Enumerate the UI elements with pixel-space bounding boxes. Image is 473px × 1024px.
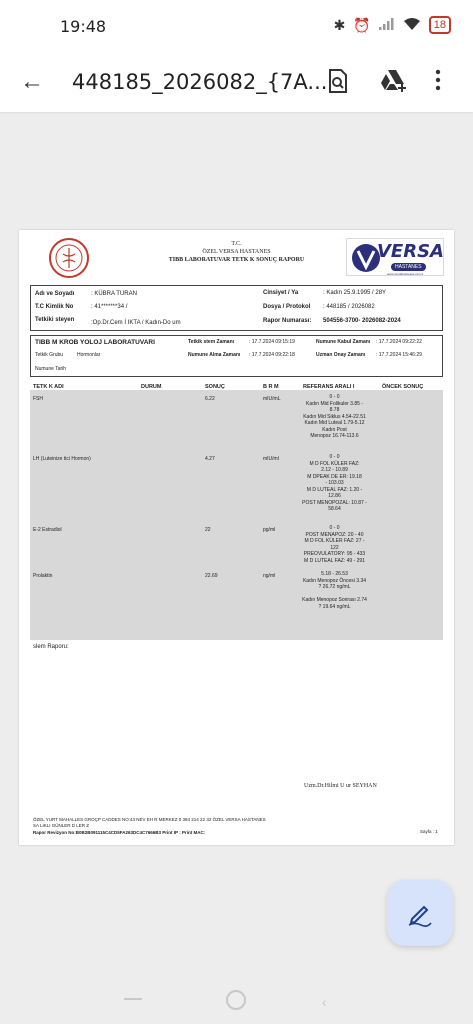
reference-line: M D FOL KÜLER FAZ: 27 - <box>304 538 365 544</box>
reference-line: 5.18 - 26.53 <box>321 571 348 577</box>
result-unit: mIU/ml <box>263 456 279 462</box>
footer-address: ÖZEL YURT MAHALLES GROÇP CADDES NO:43 NEV EH R MERKEZ 0 384 214 22 32 ÖZEL VERSA HASTANES <box>33 817 266 822</box>
reference-line: 0 - 0 <box>329 454 340 460</box>
reference-line: M D LUTEAL FAZ: 49 - 291 <box>304 557 365 564</box>
accept-time-value: : 17.7.2024 09:22:22 <box>376 339 422 345</box>
footer-revision: Rapor Revizyon No:B0B2B091115C4CD5FA263DC4C7666B3 Print IP : Print MAC: <box>33 830 206 835</box>
sample-label: Numune Tarih <box>35 366 67 372</box>
app-bar <box>0 56 473 112</box>
reference-line: 0 - 0 <box>329 525 340 531</box>
lab-info-box <box>30 335 443 377</box>
lab-title: TIBB M KROB YOLOJ LABORATUVARI <box>35 339 155 346</box>
reference-line: M D LUTEAL FAZ: 1.20 - <box>306 486 363 493</box>
footer-line: SA LIKLI GÜNLER D LER Z <box>33 823 90 828</box>
result-unit: mIU/mL <box>263 396 281 402</box>
result-value: 6.22 <box>205 396 215 402</box>
brand-url: www.versahastanesi.com.tr <box>387 272 424 276</box>
brand-sub: HASTANES <box>391 263 426 271</box>
status-bar <box>0 0 473 56</box>
header-line: T.C. <box>231 241 242 247</box>
report-number-label: Rapor Numarası: <box>263 318 312 324</box>
file-value: : 448185 / 2026082 <box>323 304 375 310</box>
reference-line: 12.86 <box>328 493 341 499</box>
status-icons <box>334 16 451 34</box>
reference-line: PREOVULATORY: 95 - 433 <box>303 551 366 557</box>
tc-value: : 41*******34 / <box>91 304 128 310</box>
result-name: FSH <box>33 396 43 402</box>
group-value: Hormonlar <box>77 352 101 358</box>
patient-info-box <box>30 285 443 331</box>
alarm-icon: ⏰ <box>353 16 371 33</box>
result-name: LH (Luteinize tici Hormon) <box>33 456 91 462</box>
result-reference <box>282 525 387 564</box>
reference-line: 0 - 0 <box>329 394 340 400</box>
collect-time-value: : 17.7.2024 09:22:18 <box>249 352 295 358</box>
result-value: 22.69 <box>205 573 218 579</box>
group-label: Tetkik Grubu <box>35 352 64 358</box>
reference-line: Kadın Post <box>322 426 347 433</box>
doctor-label: Tetkiki steyen <box>35 317 75 323</box>
menu-nav-icon[interactable] <box>124 998 142 1000</box>
accept-time-label: Numune Kabul Zamanı <box>316 339 371 345</box>
signal-icon <box>379 17 395 33</box>
column-header-reference: REFERANS ARALI I <box>303 384 355 390</box>
drive-add-icon[interactable] <box>380 68 408 96</box>
document-page <box>19 230 454 845</box>
edit-pen-icon <box>406 899 434 927</box>
result-unit: ng/ml <box>263 573 276 579</box>
result-reference <box>282 394 387 440</box>
signature: Uzm.Dr.Hilmi U ur SEYHAN <box>304 783 377 789</box>
reference-line: Menopoz 16.74-113.6 <box>310 433 359 439</box>
reference-line: Kadın Menopoz Öncesi 3.34 <box>302 577 367 584</box>
reference-line: - 103.03 <box>325 480 344 486</box>
reference-line: Kadın Mid Luteal 1.79-5.12 <box>304 420 365 426</box>
gender-value: : Kadın 25.9.1995 / 28Y <box>323 290 387 296</box>
search-document-icon[interactable] <box>326 68 354 96</box>
reference-line: Kadın Mid Folikuler 3.85 - <box>306 400 363 407</box>
result-value: 22 <box>205 527 211 533</box>
more-options-icon[interactable] <box>434 68 462 96</box>
column-header-result: SONUÇ <box>205 384 225 390</box>
document-title: 448185_2026082_{7A... <box>72 70 328 94</box>
remarks-label: slem Raporu: <box>33 644 69 650</box>
column-header-status: DURUM <box>141 384 162 390</box>
collect-time-label: Numune Alma Zamanı <box>188 352 241 358</box>
column-header-unit: B R M <box>263 384 279 390</box>
wifi-icon <box>403 17 421 34</box>
file-label: Dosya / Protokol <box>263 304 311 310</box>
report-number-value: 504556-3700- 2026082-2024 <box>323 318 401 324</box>
doctor-value: :Op.Dr.Cem İ IKTA / Kadın-Do um <box>91 320 181 326</box>
home-nav-icon[interactable] <box>226 990 246 1010</box>
reference-line: ? 26.72 ng/mL <box>318 584 351 590</box>
result-reference <box>282 571 387 610</box>
reference-line: POST MENOPOZAL: 10.87 - <box>302 499 367 506</box>
tc-label: T.C Kimlik No <box>35 304 74 310</box>
reference-line: 8.78 <box>329 407 340 413</box>
result-value: 4.27 <box>205 456 215 462</box>
result-reference <box>282 454 387 513</box>
back-nav-icon[interactable]: ‹ <box>322 994 327 1010</box>
header-line: ÖZEL VERSA HASTANES <box>202 249 271 255</box>
versa-logo <box>346 238 444 276</box>
result-name: E-2 Estradiol <box>33 527 62 533</box>
reference-line: M D FOL KÜLER FAZ: <box>309 460 360 467</box>
reference-line: Kadın Menopoz Sonrası 2.74 <box>302 597 367 603</box>
reference-line: POST MENAPOZ: 20 - 40 <box>305 531 364 538</box>
brand-name: VERSA <box>377 241 444 262</box>
header-line: TIBB LABORATUVAR TETK K SONUÇ RAPORU <box>168 257 305 263</box>
request-time-value: : 17.7.2024 09:15:19 <box>249 339 295 345</box>
back-arrow-icon[interactable]: ← <box>20 68 44 95</box>
result-unit: pg/ml <box>263 527 276 533</box>
clock: 19:48 <box>60 17 107 36</box>
reference-line: ? 19.64 ng/mL <box>318 603 351 610</box>
request-time-label: Tetkik stem Zamanı <box>188 339 235 345</box>
page-number: Sayfa : 1 <box>420 829 438 834</box>
reference-line: Kadın Mid Siklus 4.54-22.51 <box>303 413 366 420</box>
result-name: Prolaktin <box>33 573 53 579</box>
reference-line: 58.64 <box>328 506 341 512</box>
approve-time-label: Uzman Onay Zamanı <box>316 352 366 358</box>
column-header-test: TETK K ADI <box>33 384 64 390</box>
reference-line: 122 <box>330 544 339 551</box>
name-value: : KÜBRA TURAN <box>91 291 137 297</box>
reference-line: 2.12 - 10.89 <box>321 467 348 473</box>
battery-icon: 18 <box>429 16 451 34</box>
approve-time-value: : 17.7.2024 15:46:29 <box>376 352 422 358</box>
reference-line: M DPEAK DE ER: 19.18 <box>307 473 362 480</box>
name-label: Adı ve Soyadı <box>35 291 75 297</box>
bluetooth-icon: ✱ <box>333 16 346 33</box>
column-header-previous: ÖNCEK SONUÇ <box>382 384 424 390</box>
edit-fab[interactable] <box>387 880 453 946</box>
gender-label: Cinsiyet / Ya <box>263 290 299 296</box>
